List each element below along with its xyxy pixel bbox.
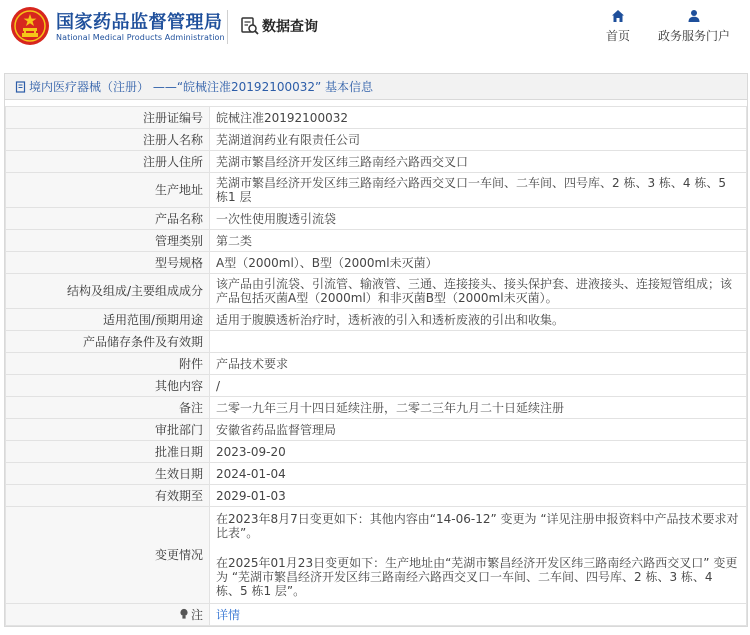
document-icon <box>15 81 27 93</box>
table-row <box>6 353 747 375</box>
detail-title-bar <box>5 74 747 100</box>
field-value: 2029-01-03 <box>210 485 747 507</box>
data-search-icon <box>240 16 260 36</box>
table-row <box>6 463 747 485</box>
field-value: 产品技术要求 <box>210 353 747 375</box>
field-label: 生效日期 <box>6 463 210 485</box>
lightbulb-icon <box>179 608 189 620</box>
field-value: 皖械注准20192100032 <box>210 107 747 129</box>
table-row <box>6 274 747 309</box>
field-label: 生产地址 <box>6 173 210 208</box>
details-link[interactable]: 详情 <box>216 607 241 622</box>
nav-home[interactable] <box>600 9 636 44</box>
field-value: 一次性使用腹透引流袋 <box>210 208 747 230</box>
nav-gov-label: 政务服务门户 <box>657 29 730 43</box>
field-label: 管理类别 <box>6 230 210 252</box>
change-label: 变更情况 <box>6 507 210 604</box>
data-query-label: 数据查询 <box>262 19 318 35</box>
field-label: 产品储存条件及有效期 <box>6 331 210 353</box>
field-value: 芜湖市繁昌经济开发区纬三路南经六路西交叉口 <box>210 151 747 173</box>
table-row <box>6 107 747 129</box>
field-label: 注册人名称 <box>6 129 210 151</box>
field-value: 第二类 <box>210 230 747 252</box>
field-label: 审批部门 <box>6 419 210 441</box>
field-label: 适用范围/预期用途 <box>6 309 210 331</box>
table-row-change <box>6 507 747 604</box>
change-entry: 在2025年01月23日变更如下：生产地址由“芜湖市繁昌经济开发区纬三路南经六路西交叉口” 变更为 “芜湖市繁昌经济开发区纬三路南经六路西交叉口一车间、二车间、四号库、2 栋、3 栋、4 栋、5 栋1 层”。 <box>216 556 738 598</box>
field-label: 有效期至 <box>6 485 210 507</box>
table-row <box>6 397 747 419</box>
field-label: 其他内容 <box>6 375 210 397</box>
field-value: 二零一九年三月十四日延续注册，二零二三年九月二十日延续注册 <box>210 397 747 419</box>
table-row <box>6 129 747 151</box>
table-row <box>6 419 747 441</box>
site-header <box>0 0 750 58</box>
note-label: 注 <box>190 607 203 622</box>
field-label: 注册人住所 <box>6 151 210 173</box>
table-row <box>6 331 747 353</box>
user-icon <box>687 9 701 23</box>
field-label: 批准日期 <box>6 441 210 463</box>
nav-gov-portal[interactable] <box>654 9 734 44</box>
field-value: 2023-09-20 <box>210 441 747 463</box>
field-value: 芜湖市繁昌经济开发区纬三路南经六路西交叉口一车间、二车间、四号库、2 栋、3 栋、4 栋、5 栋1 层 <box>210 173 747 208</box>
table-row <box>6 173 747 208</box>
note-value <box>210 604 747 626</box>
field-value: / <box>210 375 747 397</box>
table-row <box>6 208 747 230</box>
national-emblem-icon[interactable] <box>10 6 50 46</box>
site-logo-title[interactable]: 国家药品监督管理局 <box>56 12 223 33</box>
field-label: 备注 <box>6 397 210 419</box>
table-row <box>6 309 747 331</box>
header-divider <box>227 10 228 44</box>
field-value: 2024-01-04 <box>210 463 747 485</box>
field-label: 型号规格 <box>6 252 210 274</box>
field-label: 产品名称 <box>6 208 210 230</box>
data-query-link[interactable] <box>240 14 318 38</box>
table-row <box>6 151 747 173</box>
site-logo-subtitle[interactable]: National Medical Products Administration <box>56 33 225 42</box>
field-value: 该产品由引流袋、引流管、输液管、三通、连接接头、接头保护套、进液接头、连接短管组成；该产品包括灭菌A型（2000ml）和非灭菌B型（2000ml未灭菌）。 <box>210 274 747 309</box>
field-value: 安徽省药品监督管理局 <box>210 419 747 441</box>
detail-panel <box>4 73 748 627</box>
table-row <box>6 252 747 274</box>
detail-title: 境内医疗器械（注册） ——“皖械注准20192100032” 基本信息 <box>29 80 374 94</box>
table-row <box>6 441 747 463</box>
note-label-cell <box>6 604 210 626</box>
field-label: 附件 <box>6 353 210 375</box>
table-row <box>6 230 747 252</box>
detail-table <box>5 106 747 626</box>
nav-home-label: 首页 <box>605 29 630 43</box>
field-value: A型（2000ml）、B型（2000ml未灭菌） <box>210 252 747 274</box>
change-value <box>210 507 747 604</box>
change-entry: 在2023年8月7日变更如下：其他内容由“14-06-12” 变更为 “详见注册申报资料中产品技术要求对比表”。 <box>216 512 739 540</box>
home-icon <box>611 9 625 23</box>
field-value <box>210 331 747 353</box>
table-row <box>6 485 747 507</box>
field-label: 注册证编号 <box>6 107 210 129</box>
field-value: 适用于腹膜透析治疗时，透析液的引入和透析废液的引出和收集。 <box>210 309 747 331</box>
table-row-note <box>6 604 747 626</box>
field-label: 结构及组成/主要组成成分 <box>6 274 210 309</box>
field-value: 芜湖道润药业有限责任公司 <box>210 129 747 151</box>
table-row <box>6 375 747 397</box>
